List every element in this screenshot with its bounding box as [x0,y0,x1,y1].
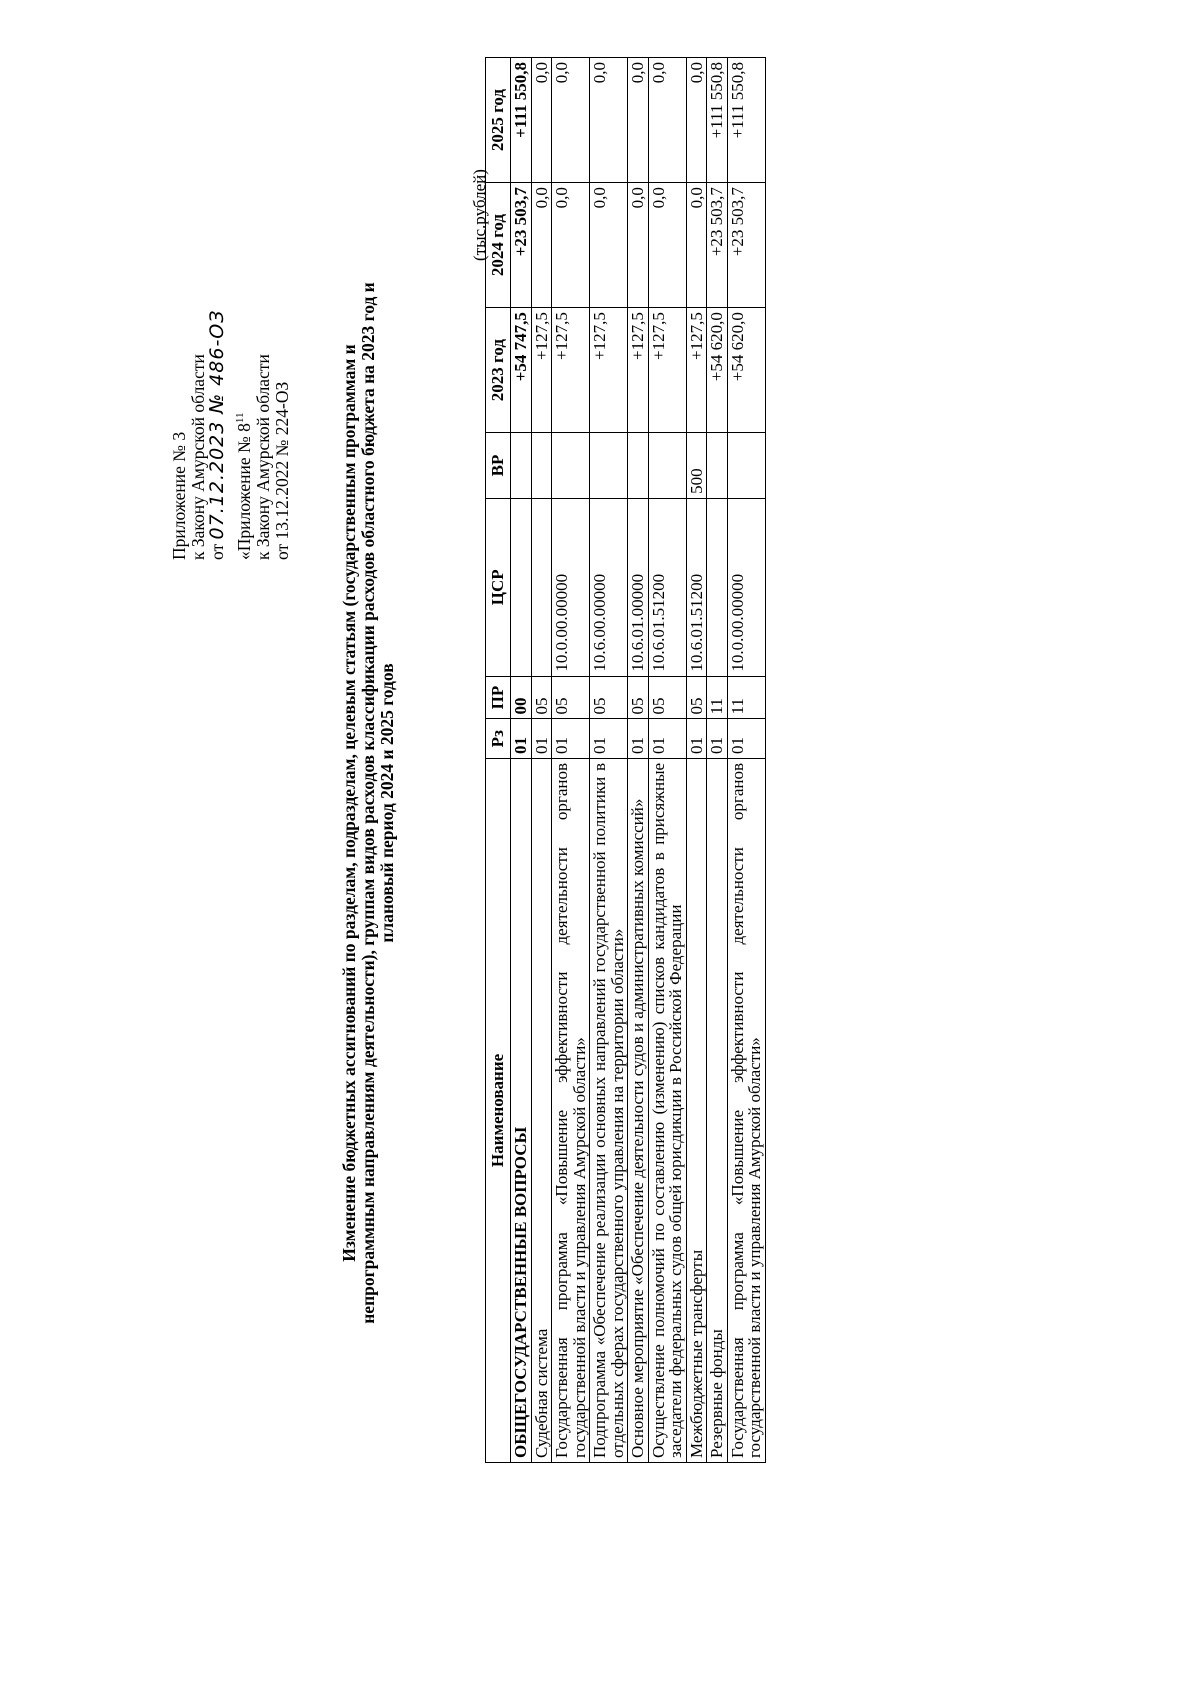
cell-csr: 10.0.00.00000 [552,498,590,676]
table-row [727,58,765,1463]
cell-pr: 05 [590,676,628,719]
cell-vr [727,433,765,499]
cell-2023: +127,5 [648,308,686,433]
cell-2025: 0,0 [531,58,552,183]
cell-2024: 0,0 [628,183,649,308]
cell-2024: 0,0 [531,183,552,308]
appendix-8-title-text: «Приложение № 8 [234,423,254,560]
cell-csr [511,498,532,676]
cell-csr: 10.0.00.00000 [727,498,765,676]
cell-pr: 05 [686,676,707,719]
cell-vr [531,433,552,499]
cell-2023: +54 747,5 [511,308,532,433]
cell-name: Судебная система [531,758,552,1462]
cell-rz: 01 [552,719,590,758]
cell-name: Государственная программа «Повышение эффективности деятельности органов государственной власти и управления Амурской области» [727,758,765,1462]
cell-pr: 05 [648,676,686,719]
cell-2023: +127,5 [590,308,628,433]
table-row [707,58,728,1463]
cell-name: Государственная программа «Повышение эффективности деятельности органов государственной власти и управления Амурской области» [552,758,590,1462]
header-2025: 2025 год [486,58,511,183]
appendix-8-date: от 13.12.2022 № 224-ОЗ [272,381,292,560]
date-prefix: от [207,539,227,560]
appendix-3-block [170,310,227,560]
cell-pr: 05 [552,676,590,719]
cell-2025: 0,0 [686,58,707,183]
cell-csr: 10.6.01.00000 [628,498,649,676]
cell-2024: 0,0 [552,183,590,308]
cell-vr [648,433,686,499]
cell-csr [707,498,728,676]
header-2023: 2023 год [486,308,511,433]
cell-csr [531,498,552,676]
cell-2025: +111 550,8 [727,58,765,183]
cell-rz: 01 [686,719,707,758]
cell-2024: 0,0 [648,183,686,308]
header-csr: ЦСР [486,498,511,676]
cell-pr: 11 [707,676,728,719]
table-row [511,58,532,1463]
header-pr: ПР [486,676,511,719]
cell-name: Межбюджетные трансферты [686,758,707,1462]
cell-rz: 01 [727,719,765,758]
appendix-8-superscript: 11 [234,412,247,424]
cell-2025: 0,0 [552,58,590,183]
cell-csr: 10.6.00.00000 [590,498,628,676]
table-row [628,58,649,1463]
cell-2025: 0,0 [590,58,628,183]
header-name: Наименование [486,758,511,1462]
cell-name: Подпрограмма «Обеспечение реализации основных направлений государственной политики в отдельных сферах государственного управления на территории области» [590,758,628,1462]
header-rz: Рз [486,719,511,758]
cell-pr: 11 [727,676,765,719]
cell-vr [511,433,532,499]
cell-name: Резервные фонды [707,758,728,1462]
table-row [648,58,686,1463]
cell-2024: +23 503,7 [727,183,765,308]
cell-2025: +111 550,8 [707,58,728,183]
cell-vr: 500 [686,433,707,499]
document-title [340,153,397,1453]
cell-name: ОБЩЕГОСУДАРСТВЕННЫЕ ВОПРОСЫ [511,758,532,1462]
cell-2023: +127,5 [628,308,649,433]
cell-2023: +127,5 [686,308,707,433]
appendix-3-law: к Закону Амурской области [188,354,208,560]
cell-rz: 01 [531,719,552,758]
cell-2023: +54 620,0 [707,308,728,433]
table-row [552,58,590,1463]
cell-name: Основное мероприятие «Обеспечение деятельности судов и административных комиссий» [628,758,649,1462]
cell-2025: +111 550,8 [511,58,532,183]
cell-vr [552,433,590,499]
unit-label: (тыс.рублей) [470,169,489,261]
cell-pr: 05 [531,676,552,719]
appendix-8-title [235,354,254,560]
cell-rz: 01 [511,719,532,758]
cell-name: Осуществление полномочий по составлению (изменению) списков кандидатов в присяжные заседатели федеральных судов общей юрисдикции в Российской Федерации [648,758,686,1462]
cell-2023: +54 620,0 [727,308,765,433]
appendix-3-date [208,310,227,560]
cell-rz: 01 [707,719,728,758]
appendix-3-title: Приложение № 3 [169,431,189,560]
cell-2024: 0,0 [686,183,707,308]
cell-csr: 10.6.01.51200 [686,498,707,676]
title-line-3: плановый период 2024 и 2025 годов [377,663,397,943]
table-row [590,58,628,1463]
appendix-8-block [235,354,292,560]
cell-2024: +23 503,7 [511,183,532,308]
appendix-8-law: к Закону Амурской области [253,354,273,560]
cell-2024: +23 503,7 [707,183,728,308]
title-line-2: непрограммным направлениям деятельности), группам видов расходов классификации расходов областного бюджета на 2023 год и [358,282,378,1324]
cell-rz: 01 [590,719,628,758]
cell-vr [628,433,649,499]
cell-vr [590,433,628,499]
cell-2025: 0,0 [628,58,649,183]
table-header-row [486,58,511,1463]
budget-table [485,57,766,1463]
header-vr: ВР [486,433,511,499]
cell-rz: 01 [628,719,649,758]
cell-rz: 01 [648,719,686,758]
cell-pr: 00 [511,676,532,719]
cell-pr: 05 [628,676,649,719]
title-line-1: Изменение бюджетных ассигнований по разделам, подразделам, целевым статьям (государственным программам и [339,344,359,1262]
table-row [531,58,552,1463]
cell-2024: 0,0 [590,183,628,308]
cell-2023: +127,5 [552,308,590,433]
cell-csr: 10.6.01.51200 [648,498,686,676]
table-row [686,58,707,1463]
cell-2023: +127,5 [531,308,552,433]
cell-2025: 0,0 [648,58,686,183]
cell-vr [707,433,728,499]
handwritten-date: 07.12.2023 № 486-ОЗ [206,309,228,540]
header-2024: 2024 год [486,183,511,308]
